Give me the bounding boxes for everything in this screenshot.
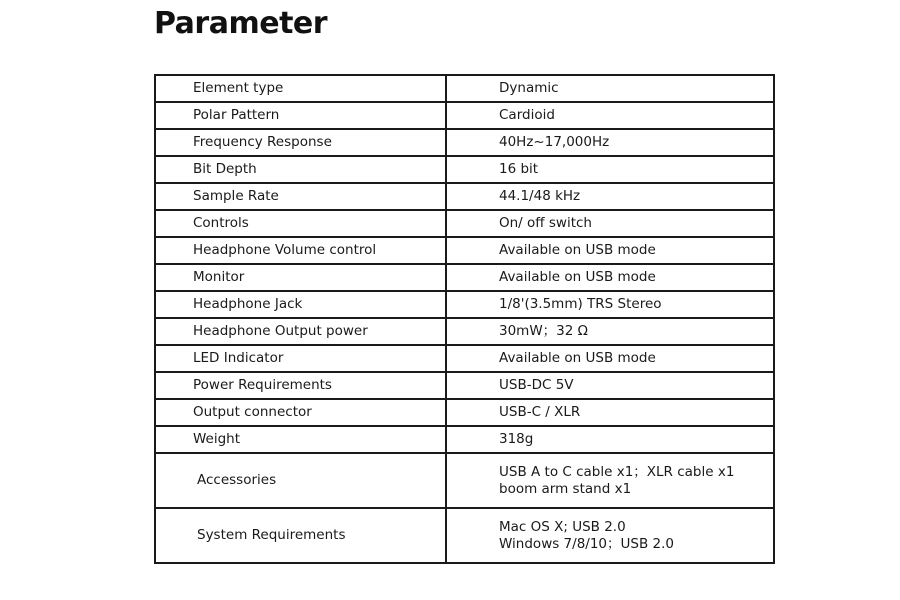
- parameter-value-line: 318g: [499, 431, 534, 447]
- parameter-label: Bit Depth: [155, 156, 446, 183]
- parameter-label: Monitor: [155, 264, 446, 291]
- parameter-value: [446, 129, 774, 156]
- parameter-value-line: USB-DC 5V: [499, 377, 574, 393]
- parameter-value: [446, 291, 774, 318]
- parameter-value-line: 30mW；32 Ω: [499, 323, 588, 339]
- parameter-value: [446, 237, 774, 264]
- parameter-value: [446, 345, 774, 372]
- parameter-value-line: Available on USB mode: [499, 269, 656, 285]
- parameter-value: [446, 508, 774, 563]
- parameter-value-line: On/ off switch: [499, 215, 592, 231]
- parameter-value-line: Available on USB mode: [499, 350, 656, 366]
- parameter-label: Element type: [155, 75, 446, 102]
- parameter-label: Controls: [155, 210, 446, 237]
- parameter-value-line: Windows 7/8/10；USB 2.0: [499, 535, 674, 552]
- parameter-label: Power Requirements: [155, 372, 446, 399]
- parameter-value-line: 40Hz~17,000Hz: [499, 134, 610, 150]
- page-title: Parameter: [154, 6, 328, 41]
- parameter-value: [446, 156, 774, 183]
- table-row: [155, 426, 774, 453]
- parameter-label: Weight: [155, 426, 446, 453]
- table-row: [155, 372, 774, 399]
- table-row: [155, 156, 774, 183]
- parameter-value: [446, 453, 774, 508]
- table-row: [155, 264, 774, 291]
- table-row: [155, 453, 774, 508]
- parameter-value-line: Available on USB mode: [499, 242, 656, 258]
- parameter-label: System Requirements: [155, 508, 446, 563]
- table-row: [155, 318, 774, 345]
- parameter-value: [446, 102, 774, 129]
- parameter-value-line: 44.1/48 kHz: [499, 188, 581, 204]
- table-row: [155, 102, 774, 129]
- table-row: [155, 237, 774, 264]
- parameter-value: [446, 210, 774, 237]
- parameter-label: Output connector: [155, 399, 446, 426]
- table-row: [155, 291, 774, 318]
- table-row: [155, 75, 774, 102]
- parameter-value-line: USB-C / XLR: [499, 404, 581, 420]
- parameter-value: [446, 372, 774, 399]
- parameter-value-line: Dynamic: [499, 80, 559, 96]
- parameter-value: [446, 264, 774, 291]
- parameter-label: Sample Rate: [155, 183, 446, 210]
- table-row: [155, 183, 774, 210]
- parameter-label: Polar Pattern: [155, 102, 446, 129]
- parameter-value: [446, 318, 774, 345]
- parameter-label: Frequency Response: [155, 129, 446, 156]
- table-row: [155, 508, 774, 563]
- parameter-value-line: USB A to C cable x1；XLR cable x1: [499, 463, 735, 480]
- parameter-label: Headphone Output power: [155, 318, 446, 345]
- parameter-value: [446, 75, 774, 102]
- table-row: [155, 210, 774, 237]
- parameter-value-line: boom arm stand x1: [499, 480, 632, 497]
- parameter-label: Headphone Volume control: [155, 237, 446, 264]
- parameter-label: Accessories: [155, 453, 446, 508]
- parameter-label: LED Indicator: [155, 345, 446, 372]
- parameter-value: [446, 183, 774, 210]
- parameter-value-line: 16 bit: [499, 161, 539, 177]
- table-row: [155, 129, 774, 156]
- parameter-value: [446, 426, 774, 453]
- table-row: [155, 345, 774, 372]
- table-row: [155, 399, 774, 426]
- parameter-value-line: Cardioid: [499, 107, 555, 123]
- parameter-value-line: Mac OS X; USB 2.0: [499, 518, 626, 535]
- parameter-table: [154, 74, 775, 564]
- parameter-value: [446, 399, 774, 426]
- parameter-value-line: 1/8'(3.5mm) TRS Stereo: [499, 296, 662, 312]
- parameter-label: Headphone Jack: [155, 291, 446, 318]
